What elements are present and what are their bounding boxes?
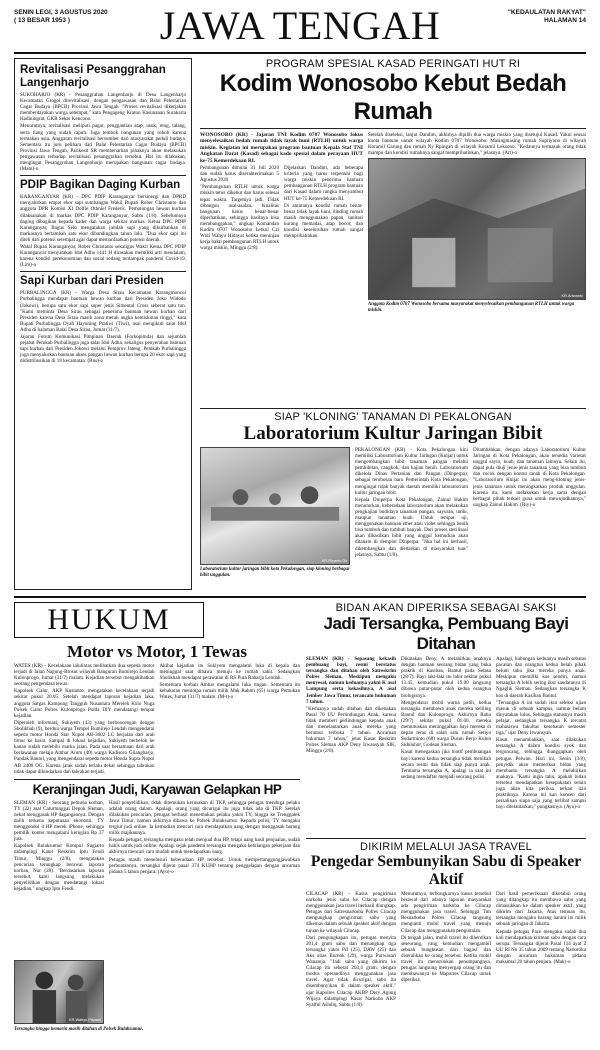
article-paragraph: "Keduanya sudah ditahan dan dikenakan Pasal 76 UU Perlindungan Anak, karena tidak memberi perlindungan kepada anak dan menelantarkan anak mereka yang berumur terbuka 7 tahun. Ancaman hukuman 7 tahun," jelas Kasat Reskrim Polres Sleman AKP Deny Irwansyah SIK, Minggu (2/8). — [306, 705, 396, 755]
hukum-section — [14, 602, 300, 893]
article-title: PDIP Bagikan Daging Kurban — [20, 179, 181, 192]
article-paragraph: Kasat menegaskan jika motif pembuangan bayi karena kedua tersangka tidak menikah secara resmi dan tidak siap punya anak. Terutama tersangka A, apalagi ia saat ini sedang mendaftar menjadi seorang polisi. — [401, 749, 491, 780]
article-paragraph: Di tengah jalan, mobil travel itu dihentikan seseorang, yang kemudian mengambil sebuah bungkusan dari bagasi dan diserahkan ke orang tersebut. Ketika mobil travel itu menurunkan penumpangnya, petugas langsung menyergap orang itu dan membawanya ke Mapolres Cilacap untuk diperiksa. — [401, 934, 491, 984]
pekalongan-kicker: SIAP 'KLONING' TANAMAN DI PEKALONGAN — [274, 411, 512, 423]
lead-story — [200, 58, 586, 314]
article-paragraph: Dari pengungkapan itu, petugas menyita 201,4 gram sabu dan menangkap tiga tersangka yakni Pcl (25), DAW (25) dan Aks alias Burnok (29), warga Purwasari Wanareja. "Jadi sabu yang dikirim ke Cilacap itu seberat 203,4 gram, dengan modus operandinya menggunakan jasa travel. Agar tidak dicurigai, sabu itu disembunyikan di dalam speaker aktif," ujar Kapolres Cilacap AKBP Dery Agung Wijaya didampingi Kasat Narkoba AKP Syaiful Ashdiq, Sabtu (1/8). — [306, 934, 396, 1008]
sabu-headline: Pengedar Sembunyikan Sabu di Speaker Aktif — [310, 853, 582, 888]
article-paragraph: Kepada petugas, tersangka mengaku telah menjual dua HP, tetapi uang hasil penjualan, sudah habis untuk judi online. Apalagi sejak pandemi tersangka mengaku kehilangan pekerjaan dan akhirnya mencari cara mudah untuk mendapatkan uang. — [109, 837, 300, 856]
judi-story — [14, 800, 300, 893]
article-paragraph: Dijelaskan Dandim, ada beberapa kriteria yang harus terpenuhi bagi warga miskin penerima bantuan pembangunan RTLH program bantuan dari Kasad dalam rangka menyambut HUT ke-75 Kemerdekaan RI. — [284, 165, 363, 202]
page-info — [436, 9, 586, 25]
article-paragraph: PURBALINGGA (KR) - Warga Desa Sirau Kecamatan Karangmoncol Purbalingga mendapat bantuan hewan kurban dari Presiden Joko Widodo (Jokowi), berupa satu ekor sapi super jenis Simental Cross seberat satu ton. "Kami meminta Desa Sirau sebagai penerima bantuan hewan kurban dari Presiden karena Desa Sirau masih zona merah angka kemiskinan tinggi," kata Bupati Purbalingga Dyah Hayuning Pratiwi (Tiwi), usai mengikuti salat Idul Adha di halaman Balai Desa Sirau, Jumat (31/7). — [20, 290, 186, 333]
lead-headline: Kodim Wonosobo Kebut Bedah Rumah — [219, 70, 567, 125]
article-paragraph: PEKALONGAN (KR) - Kota Pekalongan kini memiliki Laboratorium Kultur Jaringan (Kuljar) untuk mengembangkan bibit tanaman pangan melalui pembibitan, cangkok, dan kajian benih. Laboratorium dikelola Dinas Pertanian dan Pangan (Dinperpa), sebagai terobosan baru Pemerintah Kota Pekalongan, mengingat tidak banyak daerah memiliki laboratorium kultur jaringan bibit. — [355, 447, 468, 496]
article-paragraph: SUKOHARJO (KR) - Pesanggrahan Langenharjo di Desa Langenharjo Kecamatan Grogol direvitalisasi, dengan pengawasan dan Balai Pelestarian Cagar Budaya (BPCB) Provinsi Jawa Tengah. "Proses revitalisasi dikerjakan memberdayakan warga setempat," kata Pengageng Kraton Kasunanan Surakarta Hadiningrat, GKR Sekar Kencono. — [20, 92, 186, 123]
motor-headline: Motor vs Motor, 1 Tewas — [67, 642, 247, 661]
article-paragraph: KARANGANYAR (KR) - DPC PDIP Karanganyar bersinergi dan DPRD menyalurkan empat ekor sapi sumbangan Wakil Bupati Rober Christanto dan anggota DPR Komisi XI Dolfie Othniel Frederic. Pemotongan hewan kurban dilaksanakan di markas DPC PDIP Karanganyar, Sabtu (1/8). Sebelumnya daging dibagikan kepada kader dan warga sekitar markas. Ketua DPC PDIP Karanganyar, Bagus Selo mengatakan jumlah sapi yang dikurbankan di markasnya bertambah satu ekor dibandingkan tahun lalu. "Dua ekor sapi ini diteli dari potensi setempat agar dapat memanfaatkan potensi daerah. — [20, 194, 186, 243]
article-paragraph: Pembangunan dimulai 31 Juli 2020 dan sudah harus diserahterimakan 5 Agustus 2020 — [200, 165, 279, 184]
motor-story — [14, 663, 300, 776]
divider — [306, 838, 586, 839]
photo-credit: KR-Artwanto — [561, 294, 583, 299]
article-paragraph: Diperoleh informasi, Sukiyem (43) yang berboncengan dengan Sholikhah (9), berdua warga Tempel Bumirejo Lendah mengendarai sepeda motor Honda Star Nopol AB-3602 LC berjalan dari arah timur ke barat. Sampai di lokasi kejadian, Sukiyem berbelok ke kanan sudah melebihi marka jalan. Pada saat bersamaan dari arah berlawanan melaju Ambar Arum (40) warga Kadisoro Gilangharjo, Pandak Bantul, yang mengendarai sepeda motor Honda Supra Nopol AB 2408 OG. Karena jarak sudah terlalu dekat sehingga tabrakan tidak dapat dihindarkan dan tabrakan terjadi. — [14, 719, 155, 775]
bayi-kicker: BIDAN AKAN DIPERIKSA SEBAGAI SAKSI — [335, 602, 557, 614]
pekalongan-story — [200, 408, 586, 579]
page-number: HALAMAN 14 — [544, 17, 586, 24]
bayi-headline: Jadi Tersangka, Pembuang Bayi Ditahan — [323, 614, 569, 653]
article-paragraph: Sementara korban Ambar mengalami luka ringan. Sementara itu kebakaran menimpa rumah milik Mak Rahmi (65) warga Pemukan Wates, Jumat (31/7) malam. (M-t)-o — [159, 682, 300, 701]
masthead: JAWA TENGAH — [159, 3, 441, 48]
slogan: "KEDAULATAN RAKYAT" — [507, 9, 586, 16]
article-paragraph: Apalagi, hubungan keduanya masih sebatas pacaran dan orangtua kedua belah pihak belum tahu jika mereka punya anak. Meskipun memiliki kos sendiri, namun tersangka A lebih sering ikut saudaranya di Ngaglik Sleman. Sedangkan tersangka K kos di daerah Kasihan Bantul. — [496, 656, 586, 699]
judi-caption: Tersangka hingga kemarin masih ditahan di Polsek Bulaksumur. — [14, 1027, 144, 1032]
divider — [14, 779, 300, 780]
article-paragraph: Kapolsek Bulaksumur Kompol Sugiarto didampingi Kanit Reskrim Iptu Fendi Timur, Minggu (2/8), mengatakan pencurian terungkap berawal laporan korban, Nur (28). "Berdasarkan laporan tersebut, kami langsung melakukan penyelidikan dengan mendatangi lokasi kejadian," ungkap Iptu Fendi. — [14, 843, 104, 892]
article-paragraph: Jajaran Forum Komunikasi Pimpinan Daerah (Forkopimda) dan sejumlah pejabat Pemkab Purbalingga juga salat Idul Adha, sekaligus penyerahan bantuan sapi kurban dari Presiden Jokowi melalui Pemprov Jateng. Pemkab Purbalingga juga menyalurkan bantuan akses pangan hewan kurban berupa 20 ekor sapi yang didistribusikan di 18 kecamatan. (Rus)-o — [20, 334, 186, 365]
sabu-kicker: DIKIRIM MELALUI JASA TRAVEL — [360, 841, 532, 853]
lead-col-2 — [368, 132, 586, 314]
lead-kicker: PROGRAM SPESIAL KASAD PERINGATI HUT RI — [265, 58, 521, 70]
pekalongan-photo-block — [200, 447, 350, 579]
divider — [20, 271, 186, 272]
article-paragraph: Kepada petugas Pace mengaku sudah dua kali mendapatkan kiriman sabu dengan cara serupa. Tersangka dijerat Pasal 114 ayat 2 UU RI No 35 tahun 2009 tentang Narkotika dengan ancaman hukuman pidana maksimal 20 tahun penjara. (Mak)-o — [496, 928, 586, 966]
section-rule — [14, 596, 586, 598]
photo-credit: KR-Wahyu Priyanti — [69, 1018, 101, 1022]
article-paragraph: Kepala Dinperpa Kota Pekalongan, Zainul Hakim menuturkan, keberadaan laboratorium akan melakukan pengkajian budidaya tanaman pangan, sayuran, umbi, maupun tanaman buah. Untuk tempat uji, menggunakan bantuan ether atau violet sehingga benih bisa tumbuh dan tumbuh banyak. Dari proses sterilisasi akan dihasilkan bibit yang unggul kemudian akan ditanam di demplot Dinperpa. "Jika hal ini berhasil, dikembangkan dan diedarkan di masyarakat luas" jelasnya, Sabtu (1/8). — [355, 496, 468, 558]
article-paragraph: Di antaranya kondisi rumah benar-benar tidak layak huni, dinding rumah masih menggunakan papan, sanitasi kurang memadai, atap bocor, dan kondisi keseluruhan rumah sangat memprihatinkan. — [284, 202, 363, 240]
article-paragraph: Dikatakan Deny, A melahirkan anaknya dengan bantuan seorang bidan yang buka praktik di Kasihan, Bantul pada Selasa (28/7). Bayi laki-laki itu lahir sekitar pukul 13.45, kemudian pukul 19.00 langsung dibawa putar-putar oleh kedua orangtua biologisnya. — [401, 656, 491, 699]
lead-col-1 — [200, 132, 363, 314]
article-paragraph: Setelah diseleksi, lanjut Dandim, akhirnya dipilih dua warga miskin yang disetujui Kasad. Yakni seusai kuota bantuan untuk wilayah Kodim 0707 Wonosobo. Masingmasing rumah Supriyono di wilayah Koramil Garung dan rumah Ny Rpingah di wilayah Koramil Leksono. "Kedaunya termasuk orang tidak mampu dan kondisi rumahnya sangat memprihatinkan," jelasnya. (Art)-o — [368, 132, 586, 157]
pekalongan-headline: Laboratorium Kultur Jaringan Bibit — [243, 423, 543, 444]
article-paragraph: Ditambahkan, dengan adanya Laboratorium Kultur Jaringan di Kota Pekalongan, akan tersedia varietas unggul sayur, buah, dan tanaman lainnya. Selain itu, dapat pula diuji jenis-jenis tanaman yang bisa tumbuh dan cocok dengan kontur tanah di Kota Pekalongan. "Laboratorium Kuljar ini akan meng-kloning jenis-jenis tanaman untuk meningkatkan produk unggulan. Karena itu, kami melakukan kerja sama dengan berbagai pihak terkait guna untuk mewujudkannya," ungkap Zainul Hakim. (Riy)-o — [473, 447, 586, 508]
issue-date: SENIN LEGI, 3 AGUSTUS 2020 — [14, 9, 108, 16]
sidebar-article-sapi — [20, 275, 186, 364]
pekalongan-photo-illustration — [201, 448, 349, 564]
article-paragraph: SLEMAN (KR) - Seorang pemuda korban, TY (22) asal Caturtunggal Depok Sleman, nekat menggasak HP dagangannya. Dengan dalih terkena keputusan ekonomi, TY menggondol 4 HP merek iPhone, sehingga pemilik konter mengalami kerugian Rp 37 juta. — [14, 799, 104, 843]
article-paragraph: Menurutnya, revitalisasi meliputi pagar, penggantian atap, usuk, reng, talang, serta tiang yang sudah rapuh. Juga tembok bangunan yang roboh karena termakan usia. Anggaran revitalisasi bersumber dari masyarakat peduli budaya. Sementara itu juru pelihara dari Balai Pelestarian Cagar Budaya (BPCB) Provinsi Jawa Tengah, Parikesit SR membenarkan pihaknya akan melakukan pengawasan terhadap revitalisasi pesanggrahan tersebut. Hal itu dilakukan, mengingat Pesanggrahan Langenharjo merupakan bangunan cagar budaya. (Mam)-o — [20, 123, 186, 173]
sidebar-article-langenharjo — [20, 64, 186, 172]
header-rule — [14, 52, 586, 54]
article-paragraph: CILACAP (KR) - Kasus pengiriman narkoba jenis sabu ke Cilacap dengan menggunakan jasa travel berhasil diungkap. Petugas dari Satresnarkoba Polres Cilacap mengungkap pengiriman sabu yang dikemas dalam sebuah speaker aktif dengan tujuan ke wilayah Cilacap. — [306, 891, 396, 934]
article-paragraph: Kasat menambahkan, saat dilakukan tersangka A dalam kondisi syok dan terguncang, sehingga dianggapkan oleh petugas Pelwan. Hari ini, Senin (3/8), penyidik akan memeriksa bidan yang membantu tersangka A melahirkan anaknya. "Kami ingin tahu, apakah bidan tersebut mendapatkan kesepakatan selain juga akan kita periksa terkait izin praktiknya. Karena ini kan konsen dari persalinan siapa saja yang terlibat sampai bayi ditelantarkan," pungkasnya. (Ayu)-o — [496, 737, 586, 811]
lead-intro: WONOSOBO (KR) - Jajaran TNI Kodim 0707 Wonosobo fokus menyelesaikan bedah rumah tidak layak huni (RTLH) untuk warga miskin. Kegiatan ini merupakan program bantuan Kepala Staf TNI Angkatan Darat (Kasad) sebagai kado spesial dalam perayaan HUT ke-75 Kemerdekaan RI. — [200, 132, 363, 164]
article-paragraph: Akibat kejadian itu Sukiyem mengalami luka di kepala dan meninggal saat dibawa menuju ke rumah sakit. Sedangkan Sholikhah mendapat perawatan di RS Pura Raharja Lendah. — [159, 663, 300, 682]
pekalongan-photo — [200, 447, 350, 565]
article-paragraph: WATES (KR) - Kecelakaan lalulintas melibatkan dua sepeda motor terjadi di Jalan Nagung-Brosot wilayah Banguran Bumirejo Lendah Kulonprogo, Jumat (31/7) malam. Kejadian tersebut mengakibatkan seorang pengendara tewas. — [14, 663, 155, 688]
divider — [200, 128, 586, 129]
lead-caption: Anggota Kodim 0707 Wonosobo bersama masyarakat menyelesaikan pembangunan RTLH untuk warga miskin. — [368, 302, 575, 314]
lead-photo — [368, 158, 586, 300]
article-paragraph: Dari hasil pemeriksaan diketahui orang yang ditangkap itu membawa sabu yang dimasukkan ke dalam speaker aktif, yang dikirim dari Jakarta. Atas temuan itu, tersangka mengaku barang haram itu milik sebuah jaringan di Jakarta. — [496, 891, 586, 928]
article-paragraph: Menurutnya, terbongkarnya kasus tersebut berawal dari adanya laporan masyarakat ada pengiriman narkoba ke Cilacap menggunakan jasa travel. Sehingga Tim Resnarkoba Polres Cilacap langsung menguntit mobil travel yang menuju Cilacap dan menggunakan pengintaian. — [401, 891, 491, 934]
sidebar-article-pdip — [20, 179, 186, 268]
bayi-intro: SLEMAN (KR) - Sepasang kekasih pembuang bayi, resmi berstatus tersangka dan ditahan oleh Satreskrim Polres Sleman. Meskipun mengaku menyesal, namun keduanya yakni K asal Lampung serta kekasihnya, A asal Jember Jawa Timur, terancam hukuman 7 tahun. — [306, 656, 396, 705]
issue-number: ( 13 BESAR 1953 ) — [14, 17, 70, 24]
article-paragraph: Hasil penyelidikan, tidak ditemukan kerusakan di TKP, sehingga petugas menduga pelaku adalah orang dalam. Apalagi, orang yang dicurigai itu juga tidak ada di TKP. Setelah dilakukan pencarian, petugas berhasil menemukan pelaku yakni TY, hingga ke Trenggalek Jawa Timur, namun akhirnya dibawa ke Polsek Bulaksumur. Kepada polisi, TY mengaku tergiur judi online. Ia kemudian mencari cara mendapatkan uang dengan menggasak barang milik majikannya. — [109, 799, 300, 837]
sidebar — [14, 58, 192, 590]
article-title: Sapi Kurban dari Presiden — [20, 275, 164, 288]
section-label-hukum: HUKUM — [14, 602, 204, 638]
article-paragraph: Wakil Bupati Karanganyar, Rober Christanto sekaligus Wakil Ketua DPC PDIP Karanganyar menyatakan Idul Adha 1441 H dirasakan memiliki arti mendalam, karena kondisi perekonomian dan sosial sedang terdampak pandemi Covid-19. (Lim)-o — [20, 243, 186, 269]
article-paragraph: "Pembangunan RTLH untuk warga miskin terus dikebut dan harus selesai tepat waktu. Targetnya jadi. Tidak dibangun asal-asalan. Kualitas bangunan harus benar-benar diperhatikan, sehingga hasilnya bisa membanggakan," ungkap Komandan Kodim 0707 Wonosobo Letkol Czi Widi Wahyu Hidayat ketika meninjau kerja bakti pembangunan RTLH untuk warga miskin, Minggu (2/8). — [200, 184, 279, 252]
photo-credit: KR-Riyanto Dk — [321, 559, 347, 563]
bayi-story — [306, 602, 586, 811]
judi-headline: Keranjingan Judi, Karyawan Gelapkan HP — [32, 781, 282, 797]
pekalongan-caption: Laboratorium kultur jaringan bibit kota Pekalongan, siap kloning berbagai bibit unggulan. — [200, 567, 350, 578]
article-paragraph: Kapolsek Galur, AKP Kustanto, mengatakan kecelakaan terjadi sekitar pukul 20.05. Setelah mendapat laporan kejadian laka, anggota Satgas Kampung Tangguh Nusantara Mereleh Kulo Nuga Polsek Galur Polres Kulonprogo Polda DIY mendatangi tempat kejadian. — [14, 688, 155, 719]
article-title: Revitalisasi Pesanggrahan Langenharjo — [20, 64, 166, 89]
article-paragraph: "Tersangka A ini sudah ikut seleksi ujian masuk di sebuah kampus, namun belum dinyatakan lulus. Sehingga statusnya masih pelajar, sedangkan tersangka K tercatat mahasiswa fakultas kesehatan semester tiga," ujar Deny Irwansyah. — [496, 699, 586, 737]
divider — [200, 408, 586, 409]
article-paragraph: Mengendarai mobil warna putih, kedua tersangka membawa anak mereka keliling Bantul dan Kulonprogo. Akhirnya Rabu (29/7) sekitar pukul 01.00, mereka memutuskan meninggalkan bayi mereka di depan teras di salah satu rumah Setiyo Sudarminto (68) warga Dusun Berjo Kulon Sidoluhur, Godean Sleman. — [401, 699, 491, 749]
judi-photo — [14, 960, 104, 1024]
article-paragraph: Petugas masih menelusuri keberadaan HP tersebut. Untuk mempertanggungjawabkan perbuatannya, tersangka dijerat pasal 374 KUHP tentang penggelapan dengan ancaman pidana 5 tahun penjara. (Ayu)-o — [109, 856, 300, 875]
divider — [20, 175, 186, 176]
judi-photo-illustration — [15, 961, 103, 1023]
lead-photo-illustration — [369, 159, 585, 299]
sabu-story — [306, 838, 586, 1009]
